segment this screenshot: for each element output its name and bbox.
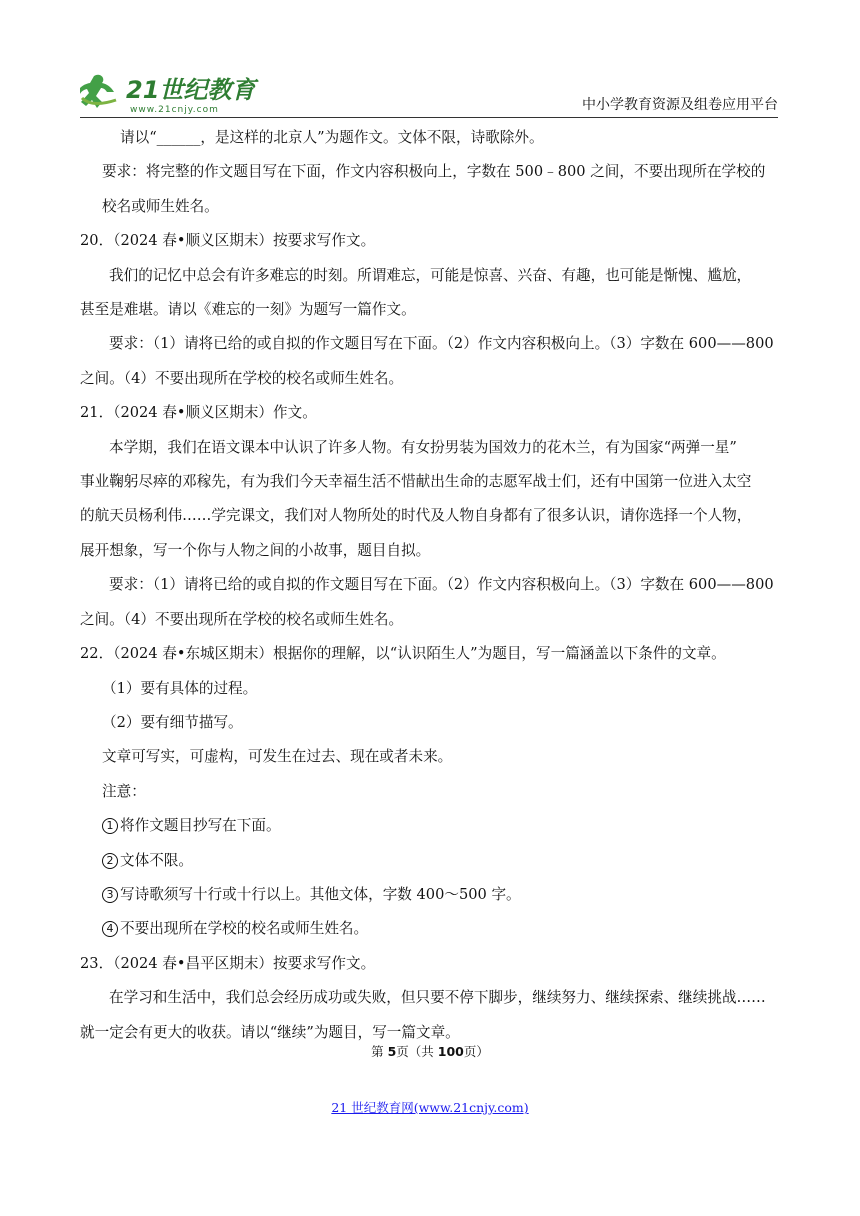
paragraph: 本学期，我们在语文课本中认识了许多人物。有女扮男装为国效力的花木兰，有为国家“两弹一星” — [109, 438, 737, 456]
question-20-title: 20．（2024 春•顺义区期末）按要求写作文。 — [80, 232, 376, 250]
site-link[interactable]: 21 世纪教育网(www.21cnjy.com) — [331, 1100, 529, 1115]
circled-number: 3 — [102, 887, 118, 903]
page-header — [80, 68, 778, 118]
paragraph: 的航天员杨利伟……学完课文，我们对人物所处的时代及人物自身都有了很多认识，请你选择一个人物， — [80, 507, 752, 525]
note-item: 3 写诗歌须写十行或十行以上。其他文体，字数 400～500 字。 — [80, 878, 778, 912]
paragraph: 我们的记忆中总会有许多难忘的时刻。所谓难忘，可能是惊喜、兴奋、有趣，也可能是惭愧、尴尬， — [109, 266, 752, 284]
circled-number: 4 — [102, 921, 118, 937]
question-23-title: 23．（2024 春•昌平区期末）按要求写作文。 — [80, 954, 376, 972]
paragraph: 之间。（4）不要出现所在学校的校名或师生姓名。 — [80, 610, 404, 628]
paragraph: 请以“______，是这样的北京人”为题作文。文体不限，诗歌除外。 — [120, 129, 544, 146]
site-logo[interactable] — [80, 68, 270, 116]
condition-item: （1）要有具体的过程。 — [102, 679, 258, 697]
circled-number: 1 — [102, 818, 118, 834]
condition-item: （2）要有细节描写。 — [102, 713, 243, 731]
note-heading: 注意： — [102, 782, 146, 800]
logo-url: www.21cnjy.com — [130, 105, 219, 115]
platform-name: 中小学教育资源及组卷应用平台 — [582, 97, 778, 113]
paragraph: 在学习和生活中，我们总会经历成功或失败，但只要不停下脚步，继续努力、继续探索、继续挑战…… — [109, 989, 766, 1007]
paragraph: 事业鞠躬尽瘁的邓稼先，有为我们今天幸福生活不惜献出生命的志愿军战士们，还有中国第一位进入太空 — [80, 473, 752, 491]
paragraph: 之间。（4）不要出现所在学校的校名或师生姓名。 — [80, 369, 404, 387]
note-item: 4 不要出现所在学校的校名或师生姓名。 — [80, 912, 778, 946]
paragraph: 要求：（1）请将已给的或自拟的作文题目写在下面。（2）作文内容积极向上。（3）字数在 600——800 — [109, 335, 774, 353]
paragraph: 展开想象，写一个你与人物之间的小故事，题目自拟。 — [80, 541, 431, 559]
paragraph: 要求：将完整的作文题目写在下面，作文内容积极向上，字数在 500﹣800 之间，不要出现所在学校的 — [102, 163, 766, 181]
paragraph: 文章可写实，可虚构，可发生在过去、现在或者未来。 — [102, 748, 453, 766]
document-body — [80, 124, 778, 1050]
header-divider — [80, 117, 778, 118]
paragraph: 甚至是难堪。请以《难忘的一刻》为题写一篇作文。 — [80, 301, 416, 319]
page-number: 第 5页（共 100页） — [371, 1044, 489, 1059]
current-page: 5 — [387, 1044, 397, 1059]
note-item: 1 将作文题目抄写在下面。 — [80, 809, 778, 843]
paragraph: 要求：（1）请将已给的或自拟的作文题目写在下面。（2）作文内容积极向上。（3）字数在 600——800 — [109, 576, 774, 594]
total-pages: 100 — [437, 1044, 464, 1059]
question-22-title: 22．（2024 春•东城区期末）根据你的理解，以“认识陌生人”为题目，写一篇涵盖以下条件的文章。 — [80, 645, 726, 663]
paragraph: 校名或师生姓名。 — [102, 197, 219, 215]
note-item: 2 文体不限。 — [80, 844, 778, 878]
paragraph: 就一定会有更大的收获。请以“继续”为题目，写一篇文章。 — [80, 1023, 460, 1041]
circled-number: 2 — [102, 853, 118, 869]
question-21-title: 21．（2024 春•顺义区期末）作文。 — [80, 404, 317, 422]
logo-text: 21世纪教育 — [126, 76, 256, 104]
